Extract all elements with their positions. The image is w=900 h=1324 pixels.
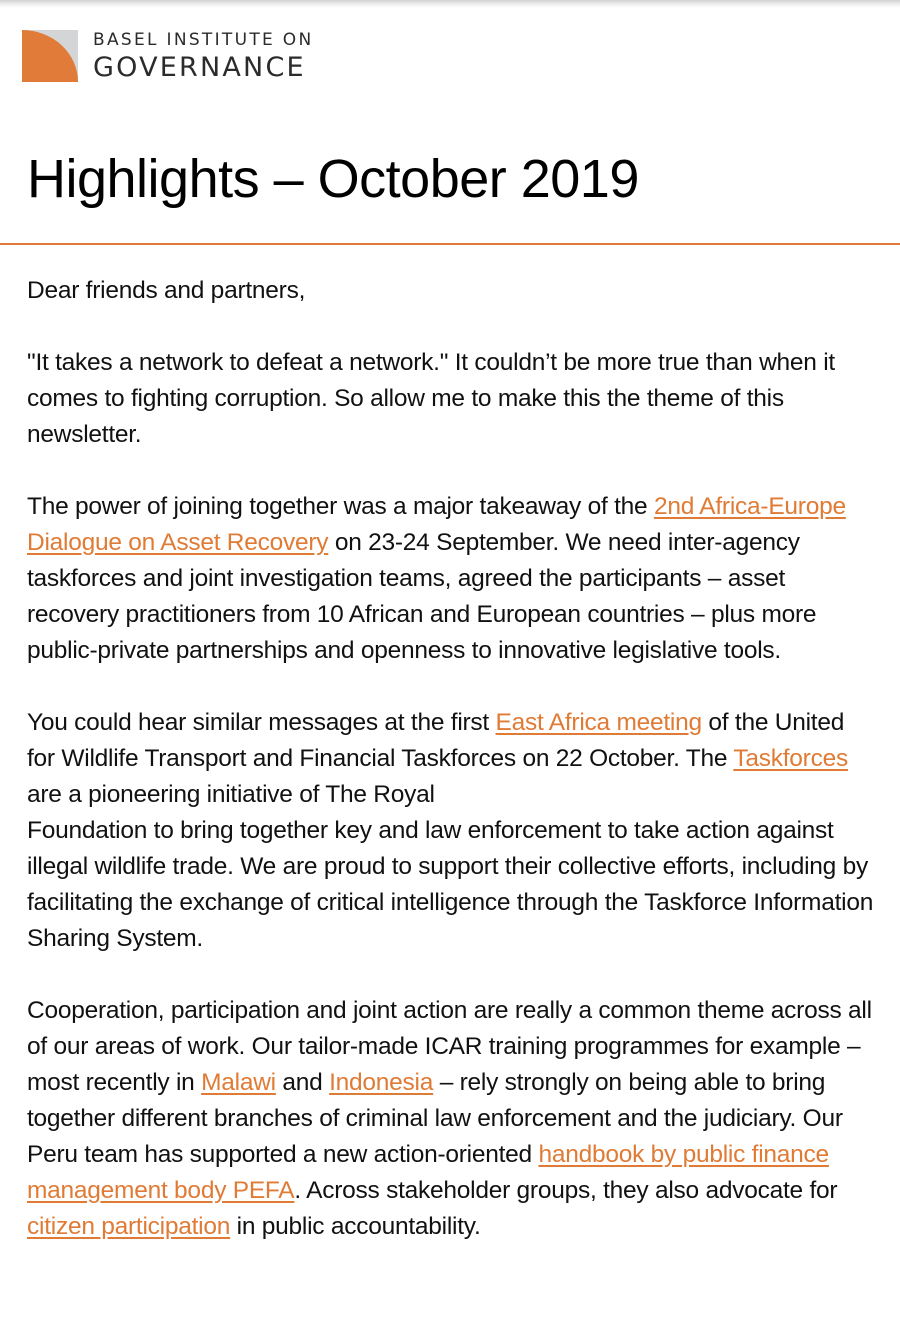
logo-wordmark <box>93 31 313 81</box>
link-africa-europe-dialogue[interactable]: 2nd Africa-Europe Dialogue on Asset Recovery <box>27 493 846 556</box>
page-title: Highlights – October 2019 <box>27 149 639 209</box>
newsletter-body <box>27 273 877 1281</box>
paragraph-text: on 23-24 September. We need inter-agency taskforces and joint investigation teams, agreed the participants – asset recovery practitioners from 10 African and European countries – plus more public-private partnerships and openness to innovative legislative tools. <box>27 529 817 664</box>
paragraph-intro <box>27 345 877 453</box>
newsletter-header <box>22 30 313 82</box>
link-east-africa-meeting[interactable]: East Africa meeting <box>495 709 702 736</box>
logo-line-2: GOVERNANCE <box>93 52 306 83</box>
paragraph-text: in public accountability. <box>230 1213 481 1240</box>
greeting: Dear friends and partners, <box>27 277 306 304</box>
paragraph-text: Foundation to bring together key and law enforcement to take action against illegal wildlife trade. We are proud to support their collective efforts, including by facilitating the exchange of critical intelligence through the Taskforce Information Sharing System. <box>27 817 874 952</box>
paragraph-text: . Across stakeholder groups, they also advocate for <box>294 1177 838 1204</box>
title-divider <box>0 243 900 245</box>
paragraph-text: Cooperation, participation and joint action are really a common theme across all of our areas of work. Our tailor-made ICAR training programmes for example – most recently in <box>27 997 872 1096</box>
basel-institute-logo-icon <box>22 30 78 82</box>
paragraph-text: The power of joining together was a major takeaway of the <box>27 493 654 520</box>
paragraph-text: – rely strongly on being able to bring together different branches of criminal law enforcement and the judiciary. Our Peru team has supported a new action-oriented <box>27 1069 843 1168</box>
paragraph-text: You could hear similar messages at the first <box>27 709 496 736</box>
logo-orange-quarter-shape <box>22 30 78 82</box>
link-citizen-participation[interactable]: citizen participation <box>27 1213 231 1240</box>
paragraph-text: of the United for Wildlife Transport and Financial Taskforces on 22 October. The <box>27 709 845 772</box>
link-malawi[interactable]: Malawi <box>201 1069 276 1096</box>
paragraph-wildlife-taskforces <box>27 705 877 957</box>
paragraph-text: "It takes a network to defeat a network." It couldn’t be more true than when it comes to fighting corruption. So allow me to make this the theme of this newsletter. <box>27 349 835 448</box>
paragraph-cooperation <box>27 993 877 1245</box>
logo-line-1: BASEL INSTITUTE ON <box>93 30 314 50</box>
paragraph-text: and <box>275 1069 330 1096</box>
paragraph-text: are a pioneering initiative of The Royal <box>27 781 435 808</box>
link-pefa-handbook[interactable]: handbook by public finance management body PEFA <box>27 1141 829 1204</box>
top-edge-shadow <box>0 0 900 8</box>
paragraph-africa-europe-dialogue <box>27 489 877 669</box>
link-taskforces[interactable]: Taskforces <box>733 745 848 772</box>
link-indonesia[interactable]: Indonesia <box>329 1069 434 1096</box>
